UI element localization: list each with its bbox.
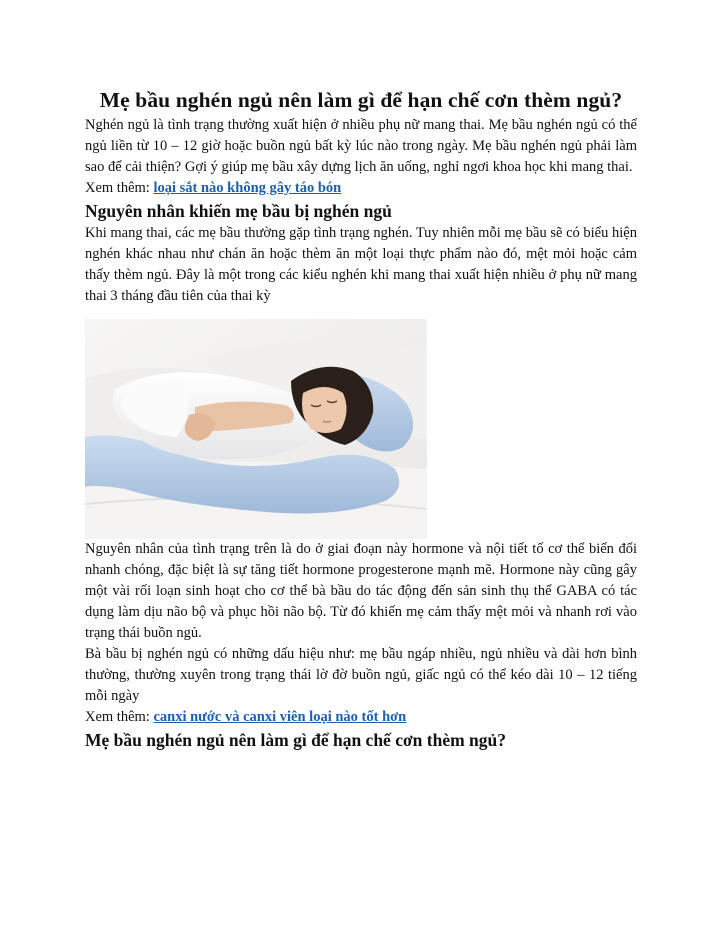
intro-paragraph: Nghén ngủ là tình trạng thường xuất hiện ở nhiều phụ nữ mang thai. Mẹ bầu nghén ngủ có thể ngủ liền từ 10 – 12 giờ hoặc buồn ngủ bất kỳ lúc nào trong ngày. Mẹ bầu nghén ngủ phải làm sao để cải thiện? Gợi ý giúp mẹ bầu xây dựng lịch ăn uống, nghỉ ngơi khoa học khi mang thai. <box>85 117 637 175</box>
section-2-heading: Mẹ bầu nghén ngủ nên làm gì để hạn chế cơn thèm ngủ? <box>85 730 507 750</box>
section-1-paragraph-3: Bà bầu bị nghén ngủ có những dấu hiệu như: mẹ bầu ngáp nhiều, ngủ nhiều và dài hơn bình thường, thường xuyên trong trạng thái lờ đờ buồn ngủ, giấc ngủ có thể kéo dài 10 – 12 tiếng mỗi ngày <box>85 646 637 704</box>
see-also-1-prefix: Xem thêm: <box>85 180 154 196</box>
section-1-heading: Nguyên nhân khiến mẹ bầu bị nghén ngủ <box>85 201 392 221</box>
pregnant-woman-sleeping-photo <box>85 319 427 539</box>
see-also-1-link[interactable]: loại sắt nào không gây táo bón <box>153 180 342 196</box>
photo-illustration <box>85 319 427 539</box>
document-page <box>85 86 637 752</box>
see-also-2-link[interactable]: canxi nước và canxi viên loại nào tốt hơn <box>153 709 407 725</box>
article-title: Mẹ bầu nghén ngủ nên làm gì để hạn chế cơn thèm ngủ? <box>99 88 623 112</box>
see-also-1 <box>85 178 637 199</box>
see-also-2-prefix: Xem thêm: <box>85 709 154 725</box>
see-also-2 <box>85 707 637 728</box>
section-1-paragraph-2: Nguyên nhân của tình trạng trên là do ở giai đoạn này hormone và nội tiết tố cơ thể biến đổi nhanh chóng, đặc biệt là sự tăng tiết hormone progesterone mạnh mẽ. Hormone này cũng gây một vài rối loạn sinh hoạt cho cơ thể bà bầu do tác động đến sản sinh thụ thể GABA có tác dụng làm dịu não bộ và phục hồi não bộ. Từ đó khiến mẹ cảm thấy mệt mỏi và nhanh rơi vào trạng thái buồn ngủ. <box>85 541 637 641</box>
section-1-paragraph-1: Khi mang thai, các mẹ bầu thường gặp tình trạng nghén. Tuy nhiên mỗi mẹ bầu sẽ có biểu hiện nghén khác nhau như chán ăn hoặc thèm ăn một loại thực phẩm nào đó, mệt mỏi hoặc cảm thấy thèm ngủ. Đây là một trong các kiểu nghén khi mang thai xuất hiện nhiều ở phụ nữ mang thai 3 tháng đầu tiên của thai kỳ <box>85 225 637 304</box>
